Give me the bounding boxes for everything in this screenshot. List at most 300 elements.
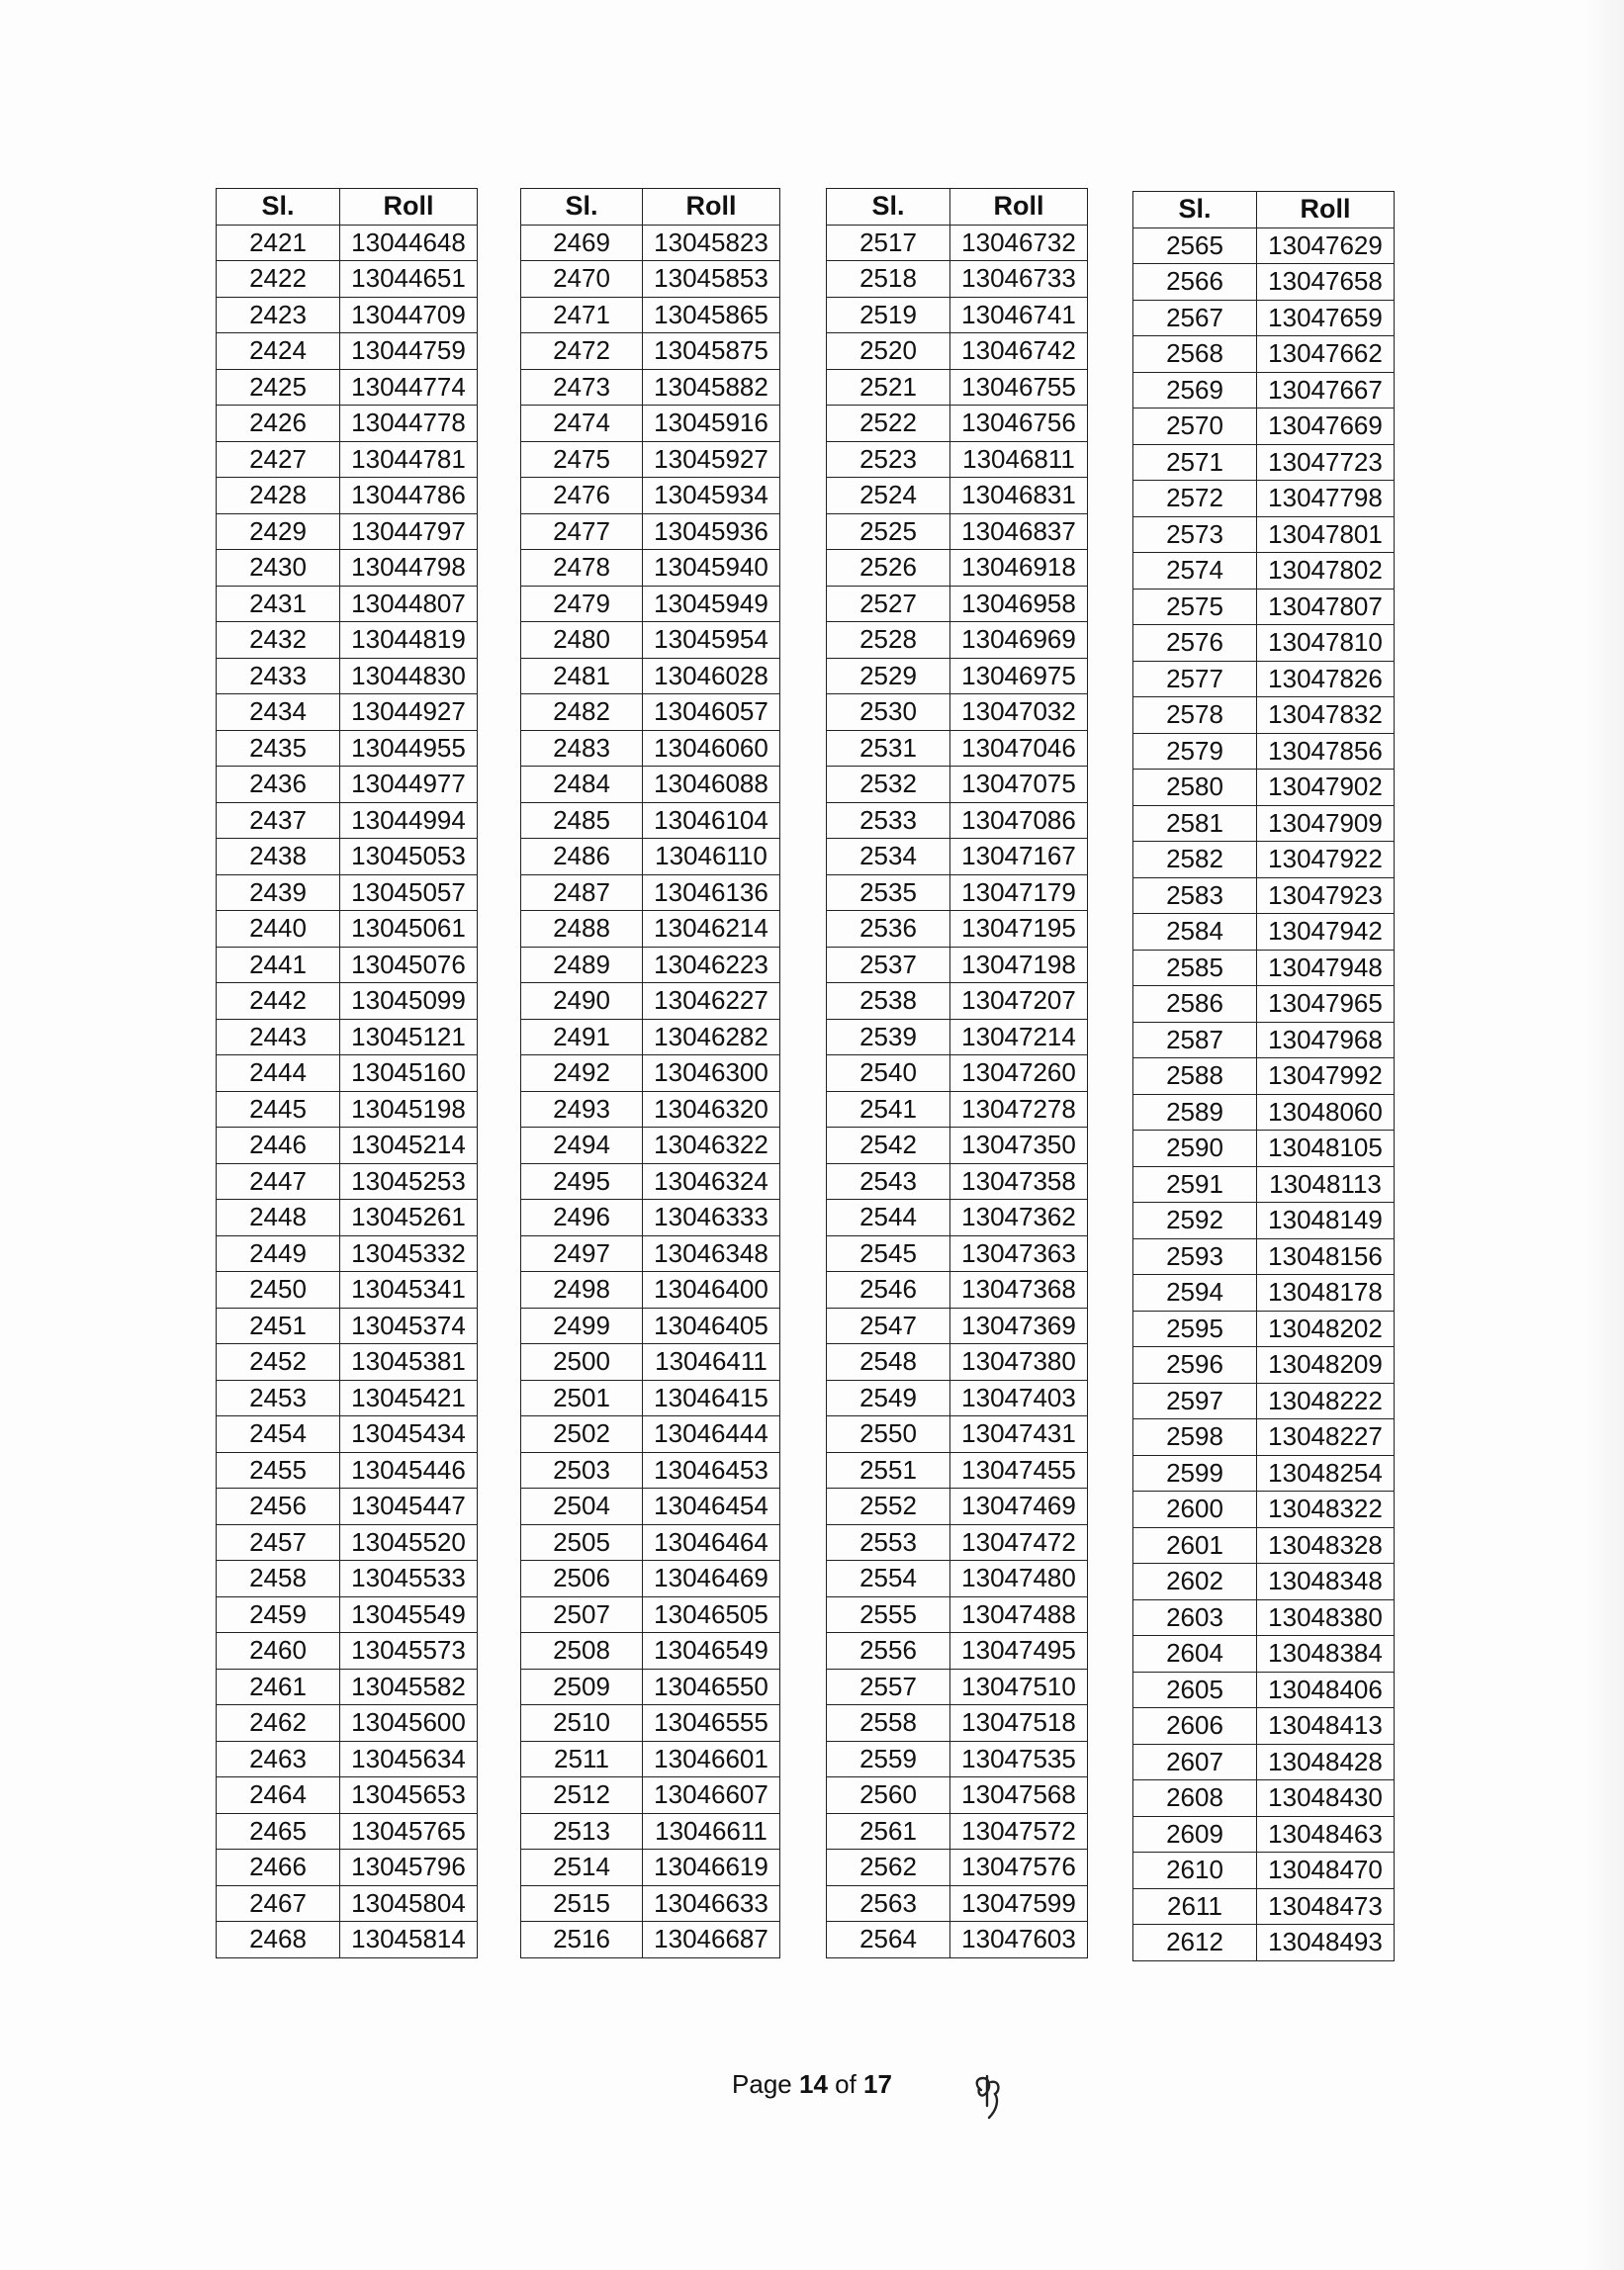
table-row (1133, 409, 1395, 445)
table-row (827, 1669, 1088, 1705)
sl-cell: 2598 (1133, 1419, 1257, 1456)
table-row (217, 1489, 478, 1525)
table-row (827, 1163, 1088, 1200)
table-row (521, 586, 780, 622)
table-row (827, 1850, 1088, 1886)
table-row (521, 1055, 780, 1092)
table-row (521, 1128, 780, 1164)
table-row (217, 1163, 478, 1200)
roll-cell: 13047363 (950, 1235, 1088, 1272)
table-row (217, 586, 478, 622)
table-row (827, 839, 1088, 875)
sl-cell: 2538 (827, 983, 950, 1020)
sl-cell: 2557 (827, 1669, 950, 1705)
roll-cell: 13047923 (1257, 877, 1395, 914)
table-row (217, 1200, 478, 1236)
sl-cell: 2450 (217, 1272, 340, 1309)
sl-cell: 2489 (521, 947, 643, 983)
roll-cell: 13045053 (340, 839, 478, 875)
table-row (827, 1416, 1088, 1453)
sl-cell: 2545 (827, 1235, 950, 1272)
table-row (521, 1452, 780, 1489)
sl-cell: 2487 (521, 874, 643, 911)
column-header-roll: Roll (1257, 192, 1395, 228)
sl-cell: 2470 (521, 261, 643, 298)
sl-cell: 2573 (1133, 516, 1257, 553)
sl-cell: 2610 (1133, 1853, 1257, 1889)
table-row (827, 730, 1088, 767)
sl-cell: 2531 (827, 730, 950, 767)
roll-cell: 13047495 (950, 1633, 1088, 1670)
sl-cell: 2529 (827, 658, 950, 694)
roll-cell: 13046282 (643, 1019, 780, 1055)
roll-cell: 13046619 (643, 1850, 780, 1886)
table-row (521, 730, 780, 767)
table-row (1133, 1131, 1395, 1167)
table-row (217, 441, 478, 478)
roll-table-2 (520, 188, 780, 1958)
page-middle: of (827, 2069, 864, 2099)
table-row (521, 1669, 780, 1705)
table-row (521, 1850, 780, 1886)
sl-cell: 2537 (827, 947, 950, 983)
roll-cell: 13048430 (1257, 1780, 1395, 1817)
table-row (1133, 1780, 1395, 1817)
table-row (827, 1741, 1088, 1777)
table-row (217, 730, 478, 767)
roll-cell: 13046633 (643, 1885, 780, 1922)
sl-cell: 2590 (1133, 1131, 1257, 1167)
roll-cell: 13047603 (950, 1922, 1088, 1958)
table-row (827, 369, 1088, 406)
sl-cell: 2441 (217, 947, 340, 983)
roll-cell: 13048406 (1257, 1672, 1395, 1708)
roll-cell: 13045853 (643, 261, 780, 298)
table-row (1133, 444, 1395, 481)
roll-cell: 13045121 (340, 1019, 478, 1055)
table-header-row (521, 189, 780, 226)
roll-cell: 13046505 (643, 1596, 780, 1633)
table-row (217, 1272, 478, 1309)
sl-cell: 2518 (827, 261, 950, 298)
roll-cell: 13047662 (1257, 336, 1395, 373)
table-row (827, 1091, 1088, 1128)
roll-cell: 13045261 (340, 1200, 478, 1236)
table-row (1133, 1094, 1395, 1131)
sl-cell: 2587 (1133, 1022, 1257, 1058)
sl-cell: 2458 (217, 1561, 340, 1597)
table-row (521, 1885, 780, 1922)
roll-cell: 13047826 (1257, 661, 1395, 697)
table-row (521, 1163, 780, 1200)
roll-cell: 13046811 (950, 441, 1088, 478)
table-row (521, 1596, 780, 1633)
table-row (827, 1885, 1088, 1922)
table-row (1133, 1492, 1395, 1528)
table-row (217, 1019, 478, 1055)
roll-cell: 13046741 (950, 297, 1088, 333)
roll-cell: 13047572 (950, 1813, 1088, 1850)
sl-cell: 2511 (521, 1741, 643, 1777)
roll-cell: 13047942 (1257, 914, 1395, 951)
table-row (827, 333, 1088, 370)
table-row (217, 1885, 478, 1922)
roll-cell: 13045549 (340, 1596, 478, 1633)
sl-cell: 2611 (1133, 1888, 1257, 1925)
roll-cell: 13047965 (1257, 986, 1395, 1023)
roll-cell: 13048463 (1257, 1816, 1395, 1853)
roll-cell: 13045061 (340, 911, 478, 948)
sl-cell: 2491 (521, 1019, 643, 1055)
roll-cell: 13047362 (950, 1200, 1088, 1236)
sl-cell: 2457 (217, 1524, 340, 1561)
table-row (521, 1561, 780, 1597)
roll-cell: 13046837 (950, 513, 1088, 550)
table-row (217, 983, 478, 1020)
roll-cell: 13045936 (643, 513, 780, 550)
sl-cell: 2421 (217, 225, 340, 261)
roll-cell: 13046958 (950, 586, 1088, 622)
sl-cell: 2563 (827, 1885, 950, 1922)
roll-cell: 13045814 (340, 1922, 478, 1958)
roll-table-3 (826, 188, 1088, 1958)
sl-cell: 2474 (521, 406, 643, 442)
roll-cell: 13048060 (1257, 1094, 1395, 1131)
roll-cell: 13048322 (1257, 1492, 1395, 1528)
roll-cell: 13046110 (643, 839, 780, 875)
sl-cell: 2459 (217, 1596, 340, 1633)
roll-cell: 13045057 (340, 874, 478, 911)
table-row (217, 1850, 478, 1886)
roll-cell: 13046444 (643, 1416, 780, 1453)
table-row (827, 1633, 1088, 1670)
table-row (217, 694, 478, 731)
table-row (217, 369, 478, 406)
roll-cell: 13047856 (1257, 733, 1395, 770)
table-row (1133, 661, 1395, 697)
table-row (217, 1633, 478, 1670)
roll-cell: 13044927 (340, 694, 478, 731)
sl-cell: 2577 (1133, 661, 1257, 697)
table-row (827, 1596, 1088, 1633)
roll-cell: 13044778 (340, 406, 478, 442)
table-row (1133, 914, 1395, 951)
table-row (217, 297, 478, 333)
table-row (521, 911, 780, 948)
page-current: 14 (798, 2069, 828, 2099)
roll-cell: 13044648 (340, 225, 478, 261)
sl-cell: 2554 (827, 1561, 950, 1597)
table-row (217, 1416, 478, 1453)
sl-cell: 2553 (827, 1524, 950, 1561)
roll-cell: 13046333 (643, 1200, 780, 1236)
page-edge-shadow (1584, 0, 1624, 2270)
roll-cell: 13046733 (950, 261, 1088, 298)
table-row (1133, 589, 1395, 625)
table-row (1133, 1853, 1395, 1889)
roll-cell: 13046411 (643, 1344, 780, 1381)
sl-cell: 2490 (521, 983, 643, 1020)
roll-cell: 13045804 (340, 1885, 478, 1922)
sl-cell: 2449 (217, 1235, 340, 1272)
roll-cell: 13044955 (340, 730, 478, 767)
table-row (521, 694, 780, 731)
roll-cell: 13048384 (1257, 1636, 1395, 1673)
sl-cell: 2425 (217, 369, 340, 406)
sl-cell: 2443 (217, 1019, 340, 1055)
roll-cell: 13047629 (1257, 227, 1395, 264)
sl-cell: 2532 (827, 767, 950, 803)
table-row (521, 1489, 780, 1525)
sl-cell: 2515 (521, 1885, 643, 1922)
table-row (217, 622, 478, 659)
roll-cell: 13047046 (950, 730, 1088, 767)
roll-cell: 13046969 (950, 622, 1088, 659)
sl-cell: 2576 (1133, 625, 1257, 662)
sl-cell: 2570 (1133, 409, 1257, 445)
table-row (217, 1741, 478, 1777)
roll-cell: 13047658 (1257, 264, 1395, 301)
table-row (217, 1922, 478, 1958)
table-row (1133, 300, 1395, 336)
roll-cell: 13046975 (950, 658, 1088, 694)
roll-cell: 13045927 (643, 441, 780, 478)
roll-cell: 13046831 (950, 478, 1088, 514)
sl-cell: 2599 (1133, 1455, 1257, 1492)
table-row (217, 1055, 478, 1092)
table-row (827, 1489, 1088, 1525)
roll-cell: 13046060 (643, 730, 780, 767)
roll-cell: 13048413 (1257, 1708, 1395, 1745)
sl-cell: 2591 (1133, 1166, 1257, 1203)
sl-cell: 2522 (827, 406, 950, 442)
table-row (217, 947, 478, 983)
roll-cell: 13046405 (643, 1308, 780, 1344)
roll-cell: 13045573 (340, 1633, 478, 1670)
sl-cell: 2543 (827, 1163, 950, 1200)
roll-cell: 13047368 (950, 1272, 1088, 1309)
sl-cell: 2602 (1133, 1564, 1257, 1600)
roll-cell: 13046732 (950, 225, 1088, 261)
roll-cell: 13044786 (340, 478, 478, 514)
table-row (1133, 264, 1395, 301)
roll-cell: 13044977 (340, 767, 478, 803)
sl-cell: 2595 (1133, 1311, 1257, 1347)
table-row (827, 261, 1088, 298)
table-row (521, 1741, 780, 1777)
roll-cell: 13046550 (643, 1669, 780, 1705)
table-row (827, 767, 1088, 803)
roll-cell: 13047480 (950, 1561, 1088, 1597)
roll-cell: 13047599 (950, 1885, 1088, 1922)
roll-cell: 13046687 (643, 1922, 780, 1958)
sl-cell: 2423 (217, 297, 340, 333)
roll-cell: 13045796 (340, 1850, 478, 1886)
column-header-sl: Sl. (217, 189, 340, 226)
table-header-row (217, 189, 478, 226)
sl-cell: 2523 (827, 441, 950, 478)
table-row (1133, 1383, 1395, 1419)
sl-cell: 2496 (521, 1200, 643, 1236)
table-row (827, 1813, 1088, 1850)
table-row (827, 802, 1088, 839)
roll-cell: 13047198 (950, 947, 1088, 983)
roll-cell: 13044798 (340, 550, 478, 587)
roll-cell: 13047802 (1257, 553, 1395, 590)
roll-cell: 13046104 (643, 802, 780, 839)
sl-cell: 2585 (1133, 950, 1257, 986)
table-row (1133, 1058, 1395, 1095)
roll-cell: 13047968 (1257, 1022, 1395, 1058)
table-row (521, 1380, 780, 1416)
table-row (521, 478, 780, 514)
sl-cell: 2499 (521, 1308, 643, 1344)
roll-cell: 13044994 (340, 802, 478, 839)
table-row (1133, 1816, 1395, 1853)
sl-cell: 2436 (217, 767, 340, 803)
roll-cell: 13046611 (643, 1813, 780, 1850)
sl-cell: 2502 (521, 1416, 643, 1453)
sl-cell: 2476 (521, 478, 643, 514)
roll-cell: 13047807 (1257, 589, 1395, 625)
roll-cell: 13045875 (643, 333, 780, 370)
roll-cell: 13048428 (1257, 1744, 1395, 1780)
table-row (1133, 1275, 1395, 1312)
sl-cell: 2533 (827, 802, 950, 839)
table-row (827, 911, 1088, 948)
roll-cell: 13048105 (1257, 1131, 1395, 1167)
sl-cell: 2495 (521, 1163, 643, 1200)
sl-cell: 2484 (521, 767, 643, 803)
sl-cell: 2498 (521, 1272, 643, 1309)
sl-cell: 2597 (1133, 1383, 1257, 1419)
table-row (1133, 805, 1395, 842)
sl-cell: 2604 (1133, 1636, 1257, 1673)
sl-cell: 2506 (521, 1561, 643, 1597)
sl-cell: 2603 (1133, 1599, 1257, 1636)
sl-cell: 2527 (827, 586, 950, 622)
column-header-sl: Sl. (521, 189, 643, 226)
roll-cell: 13045341 (340, 1272, 478, 1309)
table-row (521, 1344, 780, 1381)
sl-cell: 2569 (1133, 372, 1257, 409)
table-row (521, 513, 780, 550)
roll-cell: 13047518 (950, 1705, 1088, 1742)
initials-signature (969, 2072, 1009, 2122)
sl-cell: 2446 (217, 1128, 340, 1164)
table-row (1133, 1708, 1395, 1745)
roll-cell: 13048348 (1257, 1564, 1395, 1600)
table-row (1133, 986, 1395, 1023)
roll-cell: 13046320 (643, 1091, 780, 1128)
roll-cell: 13047469 (950, 1489, 1088, 1525)
table-row (1133, 372, 1395, 409)
table-row (217, 1128, 478, 1164)
roll-cell: 13045381 (340, 1344, 478, 1381)
sl-cell: 2562 (827, 1850, 950, 1886)
table-row (217, 1813, 478, 1850)
roll-cell: 13047195 (950, 911, 1088, 948)
sl-cell: 2546 (827, 1272, 950, 1309)
roll-cell: 13045954 (643, 622, 780, 659)
roll-cell: 13045600 (340, 1705, 478, 1742)
sl-cell: 2493 (521, 1091, 643, 1128)
roll-cell: 13046322 (643, 1128, 780, 1164)
roll-cell: 13046549 (643, 1633, 780, 1670)
sl-cell: 2535 (827, 874, 950, 911)
roll-cell: 13045940 (643, 550, 780, 587)
page-number (0, 2069, 1624, 2100)
column-header-sl: Sl. (1133, 192, 1257, 228)
roll-cell: 13045099 (340, 983, 478, 1020)
table-row (217, 911, 478, 948)
sl-cell: 2447 (217, 1163, 340, 1200)
sl-cell: 2437 (217, 802, 340, 839)
roll-cell: 13047667 (1257, 372, 1395, 409)
roll-cell: 13046454 (643, 1489, 780, 1525)
sl-cell: 2584 (1133, 914, 1257, 951)
sl-cell: 2467 (217, 1885, 340, 1922)
sl-cell: 2478 (521, 550, 643, 587)
table-row (1133, 770, 1395, 806)
sl-cell: 2477 (521, 513, 643, 550)
roll-cell: 13046300 (643, 1055, 780, 1092)
table-row (217, 1380, 478, 1416)
roll-cell: 13046214 (643, 911, 780, 948)
table-row (521, 1272, 780, 1309)
table-row (217, 1524, 478, 1561)
sl-cell: 2580 (1133, 770, 1257, 806)
table-row (1133, 950, 1395, 986)
roll-cell: 13048328 (1257, 1527, 1395, 1564)
roll-cell: 13047278 (950, 1091, 1088, 1128)
table-row (827, 1128, 1088, 1164)
roll-cell: 13046453 (643, 1452, 780, 1489)
table-row (217, 1596, 478, 1633)
table-row (521, 1200, 780, 1236)
sl-cell: 2571 (1133, 444, 1257, 481)
sl-cell: 2431 (217, 586, 340, 622)
roll-cell: 13047358 (950, 1163, 1088, 1200)
roll-cell: 13047992 (1257, 1058, 1395, 1095)
table-row (521, 1019, 780, 1055)
roll-table-4 (1132, 191, 1395, 1961)
table-row (827, 622, 1088, 659)
roll-cell: 13044819 (340, 622, 478, 659)
sl-cell: 2473 (521, 369, 643, 406)
roll-cell: 13045214 (340, 1128, 478, 1164)
table-row (827, 406, 1088, 442)
sl-cell: 2438 (217, 839, 340, 875)
roll-cell: 13047801 (1257, 516, 1395, 553)
roll-cell: 13047179 (950, 874, 1088, 911)
sl-cell: 2500 (521, 1344, 643, 1381)
table-row (1133, 1888, 1395, 1925)
sl-cell: 2594 (1133, 1275, 1257, 1312)
sl-cell: 2464 (217, 1777, 340, 1814)
sl-cell: 2609 (1133, 1816, 1257, 1853)
sl-cell: 2461 (217, 1669, 340, 1705)
roll-cell: 13046348 (643, 1235, 780, 1272)
table-row (521, 441, 780, 478)
sl-cell: 2492 (521, 1055, 643, 1092)
sl-cell: 2444 (217, 1055, 340, 1092)
sl-cell: 2468 (217, 1922, 340, 1958)
table-row (827, 1524, 1088, 1561)
table-row (1133, 553, 1395, 590)
roll-cell: 13045533 (340, 1561, 478, 1597)
sl-cell: 2483 (521, 730, 643, 767)
